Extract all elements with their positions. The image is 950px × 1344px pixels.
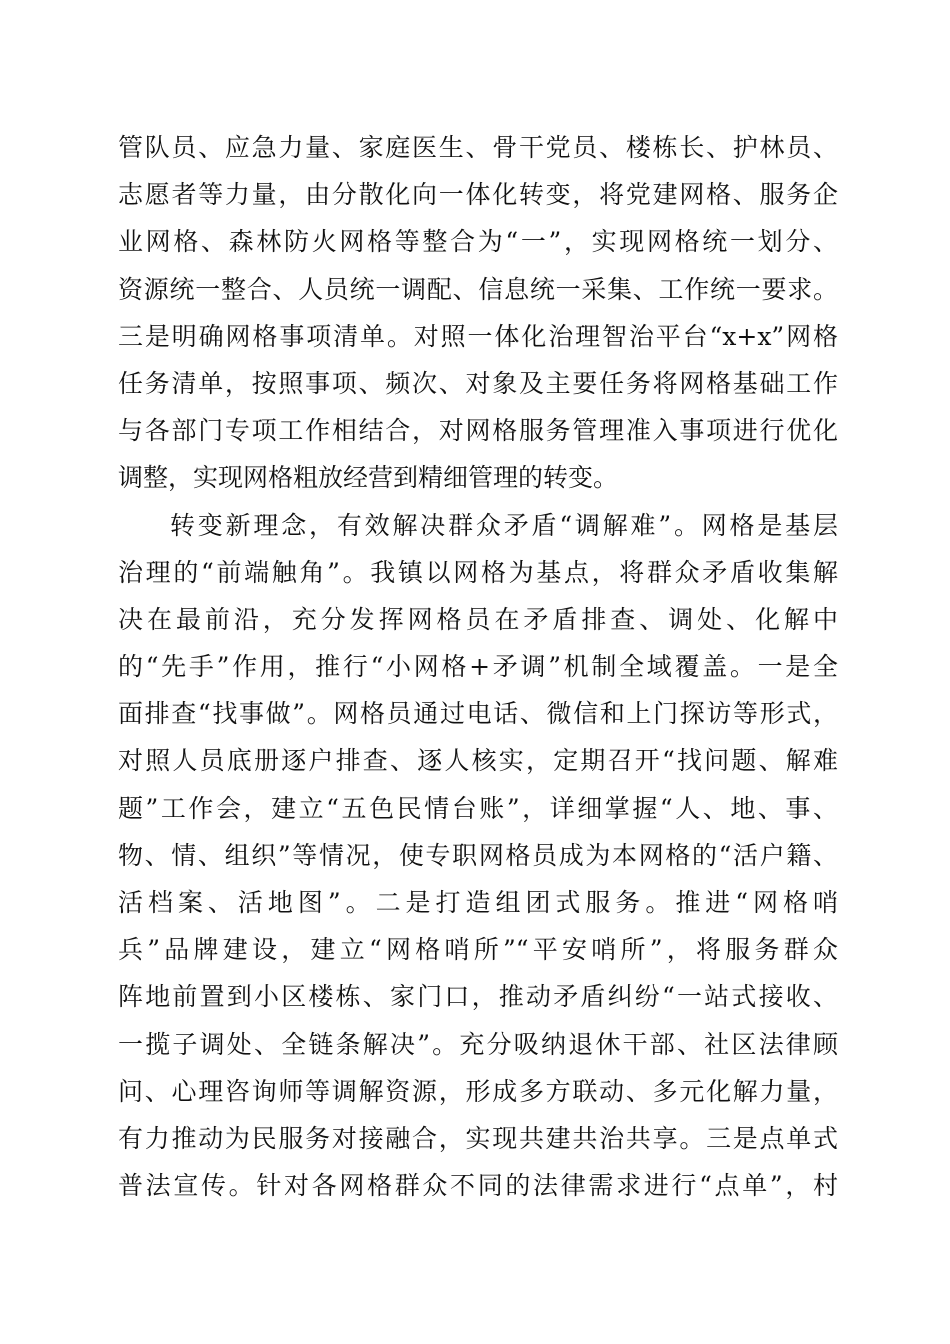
text-line: 兵”品牌建设，建立“网格哨所”“平安哨所”，将服务群众 xyxy=(118,935,838,965)
text-line: 活档案、活地图”。二是打造组团式服务。推进“网格哨 xyxy=(118,888,838,917)
text-line: 阵地前置到小区楼栋、家门口，推动矛盾纠纷“一站式接收、 xyxy=(118,982,838,1012)
text-line: 问、心理咨询师等调解资源，形成多方联动、多元化解力量， xyxy=(118,1076,838,1106)
text-line: 任务清单，按照事项、频次、对象及主要任务将网格基础工作 xyxy=(118,368,838,398)
text-line: 资源统一整合、人员统一调配、信息统一采集、工作统一要求。 xyxy=(118,274,838,304)
text-line: 的“先手”作用，推行“小网格+矛调”机制全域覆盖。一是全 xyxy=(118,652,838,682)
text-line: 三是明确网格事项清单。对照一体化治理智治平台“x+x”网格 xyxy=(118,321,838,351)
text-line: 决在最前沿，充分发挥网格员在矛盾排查、调处、化解中 xyxy=(118,604,838,634)
text-line: 有力推动为民服务对接融合，实现共建共治共享。三是点单式 xyxy=(118,1123,838,1153)
text-line: 题”工作会，建立“五色民情台账”，详细掌握“人、地、事、 xyxy=(118,793,838,823)
text-line: 面排查“找事做”。网格员通过电话、微信和上门探访等形式， xyxy=(118,699,838,729)
text-line: 一揽子调处、全链条解决”。充分吸纳退休干部、社区法律顾 xyxy=(118,1029,838,1059)
text-line: 管队员、应急力量、家庭医生、骨干党员、楼栋长、护林员、 xyxy=(118,133,838,162)
text-line: 业网格、森林防火网格等整合为“一”，实现网格统一划分、 xyxy=(118,227,838,257)
text-line: 物、情、组织”等情况，使专职网格员成为本网格的“活户籍、 xyxy=(118,840,838,870)
text-line: 治理的“前端触角”。我镇以网格为基点，将群众矛盾收集解 xyxy=(118,557,838,587)
text-line: 调整，实现网格粗放经营到精细管理的转变。 xyxy=(118,463,619,493)
paragraph-start-line: 转变新理念，有效解决群众矛盾“调解难”。网格是基层 xyxy=(170,510,838,540)
body-text xyxy=(118,124,838,1209)
text-line: 对照人员底册逐户排查、逐人核实，定期召开“找问题、解难 xyxy=(118,746,838,776)
text-line: 与各部门专项工作相结合，对网格服务管理准入事项进行优化 xyxy=(118,416,838,446)
text-line: 普法宣传。针对各网格群众不同的法律需求进行“点单”，村 xyxy=(118,1171,838,1201)
text-line: 志愿者等力量，由分散化向一体化转变，将党建网格、服务企 xyxy=(118,180,838,210)
